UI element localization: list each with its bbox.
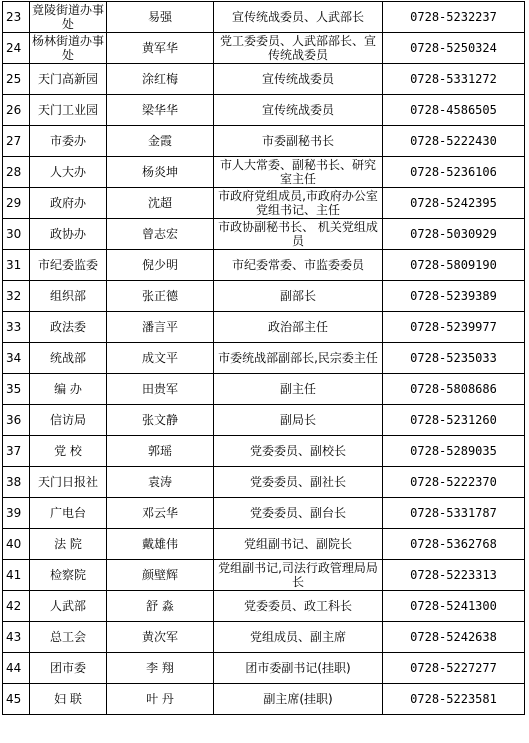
row-number-cell: 31 xyxy=(3,250,30,281)
table-row xyxy=(3,436,525,467)
person-name-cell: 黄军华 xyxy=(107,33,214,64)
table-row xyxy=(3,622,525,653)
unit-cell: 市纪委监委 xyxy=(30,250,107,281)
table-row xyxy=(3,591,525,622)
row-number-cell: 33 xyxy=(3,312,30,343)
phone-cell: 0728-4586505 xyxy=(383,95,525,126)
table-row xyxy=(3,64,525,95)
phone-cell: 0728-5241300 xyxy=(383,591,525,622)
phone-cell: 0728-5030929 xyxy=(383,219,525,250)
table-row xyxy=(3,684,525,715)
phone-cell: 0728-5239977 xyxy=(383,312,525,343)
person-name-cell: 潘言平 xyxy=(107,312,214,343)
position-cell: 宣传统战委员 xyxy=(214,95,383,126)
contact-table xyxy=(2,1,525,715)
unit-cell: 统战部 xyxy=(30,343,107,374)
phone-cell: 0728-5331272 xyxy=(383,64,525,95)
unit-cell: 党 校 xyxy=(30,436,107,467)
table-row xyxy=(3,467,525,498)
phone-cell: 0728-5331787 xyxy=(383,498,525,529)
person-name-cell: 田贵军 xyxy=(107,374,214,405)
table-row xyxy=(3,219,525,250)
unit-cell: 市委办 xyxy=(30,126,107,157)
person-name-cell: 杨炎坤 xyxy=(107,157,214,188)
unit-cell: 政府办 xyxy=(30,188,107,219)
person-name-cell: 金霞 xyxy=(107,126,214,157)
person-name-cell: 郭瑶 xyxy=(107,436,214,467)
position-cell: 宣传统战委员 xyxy=(214,64,383,95)
position-cell: 市委统战部副部长,民宗委主任 xyxy=(214,343,383,374)
row-number-cell: 36 xyxy=(3,405,30,436)
position-cell: 党工委委员、人武部部长、宣传统战委员 xyxy=(214,33,383,64)
phone-cell: 0728-5362768 xyxy=(383,529,525,560)
phone-cell: 0728-5223313 xyxy=(383,560,525,591)
phone-cell: 0728-5289035 xyxy=(383,436,525,467)
position-cell: 市委副秘书长 xyxy=(214,126,383,157)
position-cell: 团市委副书记(挂职) xyxy=(214,653,383,684)
unit-cell: 杨林街道办事处 xyxy=(30,33,107,64)
phone-cell: 0728-5250324 xyxy=(383,33,525,64)
person-name-cell: 涂红梅 xyxy=(107,64,214,95)
unit-cell: 总工会 xyxy=(30,622,107,653)
person-name-cell: 黄次军 xyxy=(107,622,214,653)
position-cell: 党组副书记,司法行政管理局局长 xyxy=(214,560,383,591)
phone-cell: 0728-5242638 xyxy=(383,622,525,653)
row-number-cell: 42 xyxy=(3,591,30,622)
unit-cell: 人大办 xyxy=(30,157,107,188)
contact-table-body xyxy=(3,2,525,715)
person-name-cell: 邓云华 xyxy=(107,498,214,529)
person-name-cell: 颜壁辉 xyxy=(107,560,214,591)
row-number-cell: 26 xyxy=(3,95,30,126)
person-name-cell: 戴雄伟 xyxy=(107,529,214,560)
row-number-cell: 37 xyxy=(3,436,30,467)
position-cell: 宣传统战委员、人武部长 xyxy=(214,2,383,33)
person-name-cell: 张正德 xyxy=(107,281,214,312)
table-row xyxy=(3,95,525,126)
row-number-cell: 41 xyxy=(3,560,30,591)
unit-cell: 团市委 xyxy=(30,653,107,684)
table-row xyxy=(3,374,525,405)
position-cell: 党组副书记、副院长 xyxy=(214,529,383,560)
row-number-cell: 43 xyxy=(3,622,30,653)
row-number-cell: 38 xyxy=(3,467,30,498)
unit-cell: 政协办 xyxy=(30,219,107,250)
unit-cell: 信访局 xyxy=(30,405,107,436)
table-row xyxy=(3,405,525,436)
position-cell: 党委委员、副台长 xyxy=(214,498,383,529)
person-name-cell: 易强 xyxy=(107,2,214,33)
unit-cell: 天门工业园 xyxy=(30,95,107,126)
row-number-cell: 44 xyxy=(3,653,30,684)
position-cell: 副主席(挂职) xyxy=(214,684,383,715)
phone-cell: 0728-5235033 xyxy=(383,343,525,374)
table-row xyxy=(3,312,525,343)
phone-cell: 0728-5227277 xyxy=(383,653,525,684)
position-cell: 党委委员、副社长 xyxy=(214,467,383,498)
table-row xyxy=(3,188,525,219)
position-cell: 党组成员、副主席 xyxy=(214,622,383,653)
position-cell: 市政协副秘书长、 机关党组成员 xyxy=(214,219,383,250)
position-cell: 市政府党组成员,市政府办公室党组书记、主任 xyxy=(214,188,383,219)
row-number-cell: 30 xyxy=(3,219,30,250)
table-row xyxy=(3,653,525,684)
table-row xyxy=(3,343,525,374)
row-number-cell: 39 xyxy=(3,498,30,529)
table-row xyxy=(3,498,525,529)
position-cell: 副局长 xyxy=(214,405,383,436)
table-row xyxy=(3,126,525,157)
row-number-cell: 32 xyxy=(3,281,30,312)
position-cell: 党委委员、副校长 xyxy=(214,436,383,467)
unit-cell: 政法委 xyxy=(30,312,107,343)
position-cell: 市纪委常委、市监委委员 xyxy=(214,250,383,281)
person-name-cell: 袁涛 xyxy=(107,467,214,498)
unit-cell: 妇 联 xyxy=(30,684,107,715)
position-cell: 副部长 xyxy=(214,281,383,312)
person-name-cell: 张文静 xyxy=(107,405,214,436)
unit-cell: 编 办 xyxy=(30,374,107,405)
row-number-cell: 45 xyxy=(3,684,30,715)
table-row xyxy=(3,281,525,312)
unit-cell: 人武部 xyxy=(30,591,107,622)
position-cell: 政治部主任 xyxy=(214,312,383,343)
unit-cell: 法 院 xyxy=(30,529,107,560)
person-name-cell: 李 翔 xyxy=(107,653,214,684)
person-name-cell: 成文平 xyxy=(107,343,214,374)
row-number-cell: 25 xyxy=(3,64,30,95)
unit-cell: 天门高新园 xyxy=(30,64,107,95)
unit-cell: 天门日报社 xyxy=(30,467,107,498)
row-number-cell: 24 xyxy=(3,33,30,64)
person-name-cell: 倪少明 xyxy=(107,250,214,281)
row-number-cell: 27 xyxy=(3,126,30,157)
person-name-cell: 曾志宏 xyxy=(107,219,214,250)
unit-cell: 检察院 xyxy=(30,560,107,591)
table-row xyxy=(3,529,525,560)
phone-cell: 0728-5809190 xyxy=(383,250,525,281)
row-number-cell: 35 xyxy=(3,374,30,405)
phone-cell: 0728-5239389 xyxy=(383,281,525,312)
position-cell: 市人大常委、副秘书长、研究室主任 xyxy=(214,157,383,188)
table-row xyxy=(3,2,525,33)
row-number-cell: 29 xyxy=(3,188,30,219)
unit-cell: 竟陵街道办事处 xyxy=(30,2,107,33)
table-row xyxy=(3,33,525,64)
person-name-cell: 舒 淼 xyxy=(107,591,214,622)
row-number-cell: 40 xyxy=(3,529,30,560)
phone-cell: 0728-5223581 xyxy=(383,684,525,715)
phone-cell: 0728-5222370 xyxy=(383,467,525,498)
phone-cell: 0728-5808686 xyxy=(383,374,525,405)
unit-cell: 广电台 xyxy=(30,498,107,529)
person-name-cell: 叶 丹 xyxy=(107,684,214,715)
position-cell: 副主任 xyxy=(214,374,383,405)
row-number-cell: 28 xyxy=(3,157,30,188)
phone-cell: 0728-5232237 xyxy=(383,2,525,33)
row-number-cell: 34 xyxy=(3,343,30,374)
person-name-cell: 沈超 xyxy=(107,188,214,219)
table-row xyxy=(3,560,525,591)
row-number-cell: 23 xyxy=(3,2,30,33)
phone-cell: 0728-5222430 xyxy=(383,126,525,157)
position-cell: 党委委员、政工科长 xyxy=(214,591,383,622)
table-row xyxy=(3,250,525,281)
phone-cell: 0728-5242395 xyxy=(383,188,525,219)
table-row xyxy=(3,157,525,188)
person-name-cell: 梁华华 xyxy=(107,95,214,126)
unit-cell: 组织部 xyxy=(30,281,107,312)
phone-cell: 0728-5231260 xyxy=(383,405,525,436)
phone-cell: 0728-5236106 xyxy=(383,157,525,188)
